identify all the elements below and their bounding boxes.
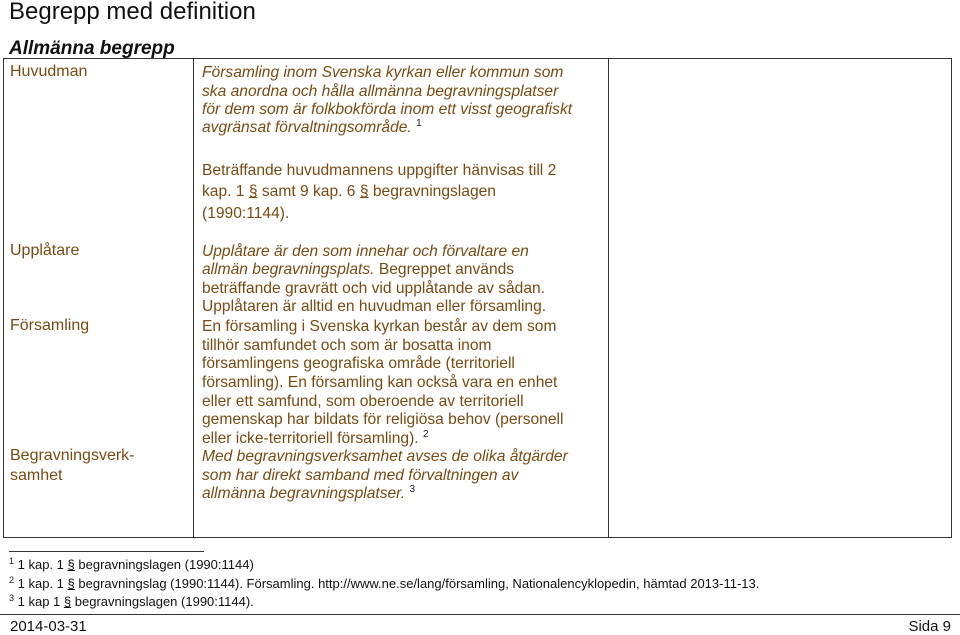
empty-column: [609, 59, 952, 538]
footnote-1-pre: 1 kap. 1: [17, 557, 64, 572]
note-law: begravningslagen: [372, 183, 496, 200]
def-huvudman-line-4: [202, 118, 422, 137]
def-begravningsverksamhet-line-2: som har direkt samband med förvaltningen av: [202, 467, 519, 484]
footnote-ref-2: 2: [422, 429, 429, 440]
huvudman-note-line-1: Beträffande huvudmannens uppgifter hänvisas till 2: [202, 162, 557, 179]
footnote-3-number: 3: [9, 593, 15, 603]
def-begravningsverksamhet-line-3-text: allmänna begravningsplatser.: [202, 485, 406, 502]
def-upplatare-line-1: Upplåtare är den som innehar och förvaltare en: [202, 243, 529, 260]
footnote-2-section-sign: §: [67, 576, 75, 591]
def-forsamling-line-6: gemenskap har bildats för religiösa behov (personell: [202, 411, 564, 428]
term-forsamling: Församling: [10, 317, 90, 334]
def-forsamling-line-7: [202, 429, 429, 448]
section-title: Allmänna begrepp: [9, 38, 175, 59]
footnote-3-pre: 1 kap 1: [17, 594, 61, 609]
def-forsamling-line-1: En församling i Svenska kyrkan består av dem som: [202, 318, 557, 335]
footnote-3: [9, 594, 254, 610]
huvudman-note-line-3: (1990:1144).: [202, 205, 290, 222]
term-huvudman: Huvudman: [10, 63, 88, 80]
def-upplatare-line-4: Upplåtaren är alltid en huvudman eller församling.: [202, 298, 547, 315]
def-forsamling-line-2: tillhör samfundet och som är bosatta inom: [202, 337, 492, 354]
footer-date: 2014-03-31: [10, 618, 87, 635]
term-begravningsverksamhet-line-1: Begravningsverk-: [10, 447, 135, 464]
def-forsamling-line-5: eller ett samfund, som oberoende av territoriell: [202, 393, 524, 410]
def-huvudman-line-3: för dem som är folkbokförda inom ett visst geografiskt: [202, 101, 573, 118]
term-upplatare: Upplåtare: [10, 242, 80, 259]
huvudman-note-line-2: [202, 182, 496, 201]
footnote-divider: [9, 551, 204, 552]
footnote-1-post: begravningslagen (1990:1144): [78, 557, 254, 572]
footnote-2-pre: 1 kap. 1: [17, 576, 64, 591]
note-mid: samt 9 kap. 6: [261, 183, 356, 200]
footnote-1-number: 1: [9, 556, 15, 566]
footnote-1-section-sign: §: [67, 557, 75, 572]
def-upplatare-line-2-cont: Begreppet används: [378, 261, 515, 278]
footnote-2-post: begravningslag (1990:1144). Församling. http://www.ne.se/lang/församling, Nationalencyklopedin, hämtad 2013-11-13.: [78, 576, 760, 591]
footnote-ref-3: 3: [409, 484, 416, 495]
page-title: Begrepp med definition: [9, 0, 256, 25]
def-huvudman-line-1: Församling inom Svenska kyrkan eller kommun som: [202, 64, 564, 81]
footnote-2-number: 2: [9, 575, 15, 585]
def-begravningsverksamhet-line-1: Med begravningsverksamhet avses de olika åtgärder: [202, 448, 568, 465]
note-kap-1: kap. 1: [202, 183, 245, 200]
def-forsamling-line-3: församlingens geografiska område (territoriell: [202, 355, 515, 372]
def-forsamling-line-7-text: eller icke-territoriell församling).: [202, 430, 419, 447]
footer-divider: [0, 614, 960, 615]
def-forsamling-line-4: församling). En församling kan också vara en enhet: [202, 374, 558, 391]
footer-page-number: Sida 9: [908, 618, 951, 635]
note-section-sign-1: §: [248, 183, 258, 200]
note-section-sign-2: §: [359, 183, 369, 200]
term-begravningsverksamhet-line-2: samhet: [10, 467, 63, 484]
def-huvudman-line-2: ska anordna och hålla allmänna begravningsplatser: [202, 83, 559, 100]
footnote-2: [9, 576, 759, 592]
def-huvudman-line-4-text: avgränsat förvaltningsområde.: [202, 119, 412, 136]
def-upplatare-line-2-italic: allmän begravningsplats.: [202, 261, 375, 278]
footnote-1: [9, 557, 254, 573]
footnote-3-post: begravningslagen (1990:1144).: [74, 594, 254, 609]
def-upplatare-line-3: beträffande gravrätt och vid upplåtande av sådan.: [202, 280, 546, 297]
def-upplatare-line-2: [202, 260, 514, 279]
footnote-ref-1: 1: [416, 118, 422, 129]
footnote-3-section-sign: §: [63, 594, 72, 609]
def-begravningsverksamhet-line-3: [202, 484, 415, 503]
